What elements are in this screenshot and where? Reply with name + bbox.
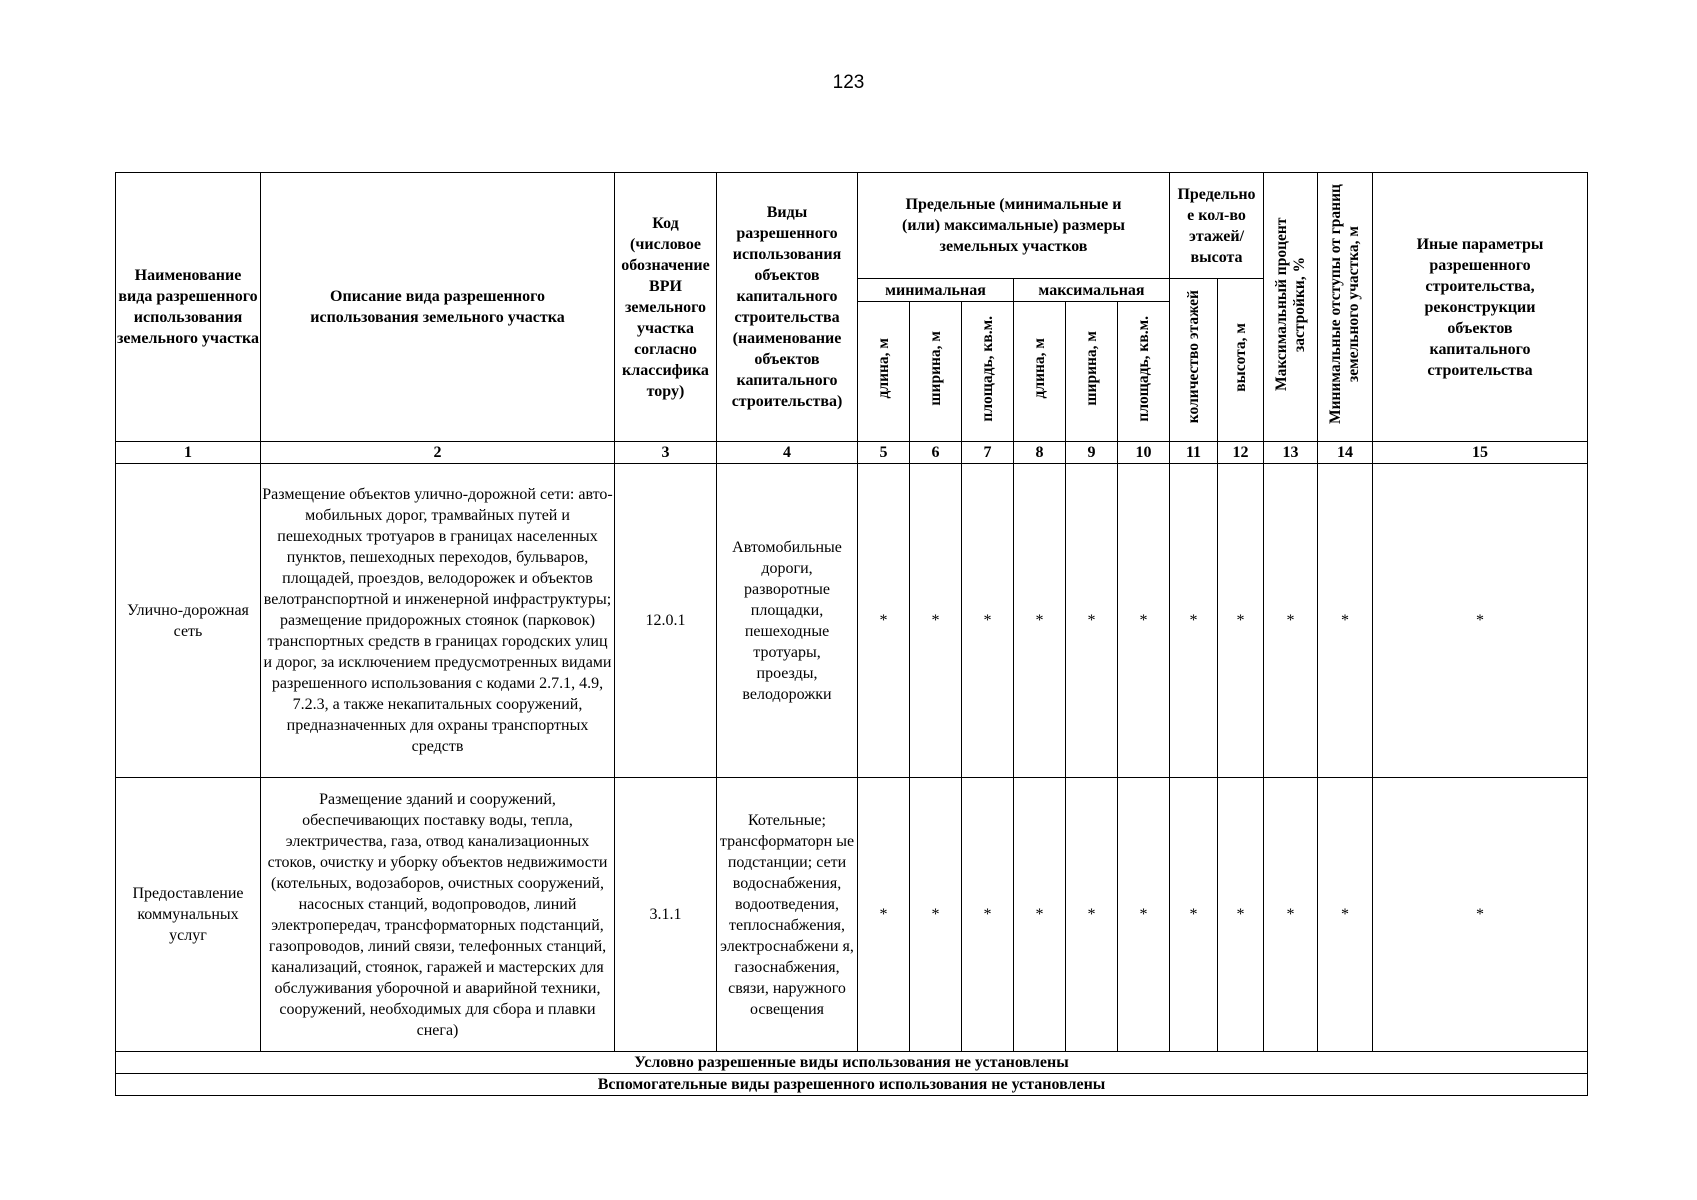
column-number: 5	[858, 442, 910, 464]
column-number: 4	[717, 442, 858, 464]
param-height: *	[1218, 464, 1264, 778]
column-number: 11	[1170, 442, 1218, 464]
column-numbers-row	[116, 442, 1588, 464]
header-other: Иные параметры разрешенного строительства, реконструкции объектов капитального строительства	[1373, 173, 1588, 442]
param-min-setback: *	[1318, 464, 1373, 778]
column-number: 10	[1118, 442, 1170, 464]
column-number: 8	[1014, 442, 1066, 464]
header-min-area-cell	[962, 302, 1014, 442]
param-max-width: *	[1066, 778, 1118, 1052]
column-number: 6	[910, 442, 962, 464]
header-min-width-cell	[910, 302, 962, 442]
param-max-area: *	[1118, 464, 1170, 778]
column-number: 2	[261, 442, 615, 464]
header-plot-sizes: Предельные (минимальные и (или) максимальные) размеры земельных участков	[858, 173, 1170, 279]
column-number: 12	[1218, 442, 1264, 464]
header-max-coverage-cell	[1264, 173, 1318, 442]
table-row	[116, 778, 1588, 1052]
row-name: Улично-дорожная сеть	[116, 464, 261, 778]
param-max-length: *	[1014, 778, 1066, 1052]
header-max-coverage: Максимальный процент застройки, %	[1272, 217, 1308, 391]
column-number: 13	[1264, 442, 1318, 464]
param-min-setback: *	[1318, 778, 1373, 1052]
param-floors: *	[1170, 778, 1218, 1052]
param-min-width: *	[910, 778, 962, 1052]
header-max-length: длина, м	[1030, 338, 1048, 399]
header-max-length-cell	[1014, 302, 1066, 442]
header-min-area: площадь, кв.м.	[978, 315, 996, 422]
param-floors: *	[1170, 464, 1218, 778]
param-other: *	[1373, 778, 1588, 1052]
row-name: Предоставление коммунальных услуг	[116, 778, 261, 1052]
header-min-length-cell	[858, 302, 910, 442]
header-max-width-cell	[1066, 302, 1118, 442]
column-number: 7	[962, 442, 1014, 464]
header-floors-cell	[1170, 279, 1218, 442]
header-height: высота, м	[1231, 322, 1249, 392]
header-max-area-cell	[1118, 302, 1170, 442]
param-min-length: *	[858, 778, 910, 1052]
row-description: Размещение объектов улично-дорожной сети: авто-мобильных дорог, трамвайных путей и пешеходных тротуаров в границах населенных пунктов, пешеходных переходов, бульваров, площадей, проездов, велодорожек и объектов велотранспортной и инженерной инфраструктуры; размещение придорожных стоянок (парковок) транспортных средств в границах городских улиц и дорог, за исключением предусмотренных видами разрешенного использования с кодами 2.7.1, 4.9, 7.2.3, а также некапитальных сооружений, предназначенных для охраны транспортных средств	[261, 464, 615, 778]
header-row-1	[116, 173, 1588, 279]
footer-row-auxiliary	[116, 1074, 1588, 1096]
param-max-coverage: *	[1264, 778, 1318, 1052]
row-objects: Автомобильные дороги, разворотные площадки, пешеходные тротуары, проезды, велодорожки	[717, 464, 858, 778]
row-code: 12.0.1	[615, 464, 717, 778]
header-max-area: площадь, кв.м.	[1134, 315, 1152, 422]
header-description: Описание вида разрешенного использования земельного участка	[261, 173, 615, 442]
column-number: 1	[116, 442, 261, 464]
param-max-length: *	[1014, 464, 1066, 778]
header-floors: количество этажей	[1184, 290, 1202, 424]
param-min-area: *	[962, 778, 1014, 1052]
param-max-area: *	[1118, 778, 1170, 1052]
header-min-width: ширина, м	[926, 331, 944, 406]
header-code: Код (числовое обозначение ВРИ земельного участка согласно классифика тору)	[615, 173, 717, 442]
header-min-setback-cell	[1318, 173, 1373, 442]
header-min-setback: Минимальные отступы от границ земельного участка, м	[1327, 184, 1362, 424]
header-objects: Виды разрешенного использования объектов капитального строительства (наименование объектов капитального строительства)	[717, 173, 858, 442]
header-floors-group: Предельно е кол-во этажей/ высота	[1170, 173, 1264, 279]
param-max-width: *	[1066, 464, 1118, 778]
footer-row-conditional	[116, 1052, 1588, 1074]
param-min-area: *	[962, 464, 1014, 778]
param-height: *	[1218, 778, 1264, 1052]
column-number: 15	[1373, 442, 1588, 464]
param-other: *	[1373, 464, 1588, 778]
param-max-coverage: *	[1264, 464, 1318, 778]
footer-auxiliary: Вспомогательные виды разрешенного использования не установлены	[116, 1074, 1588, 1096]
param-min-width: *	[910, 464, 962, 778]
page-number: 123	[832, 72, 865, 93]
table-row	[116, 464, 1588, 778]
row-description: Размещение зданий и сооружений, обеспечивающих поставку воды, тепла, электричества, газа, отвод канализационных стоков, очистку и уборку объектов недвижимости (котельных, водозаборов, очистных сооружений, насосных станций, водопроводов, линий электропередач, трансформаторных подстанций, газопроводов, линий связи, телефонных станций, канализаций, стоянок, гаражей и мастерских для обслуживания уборочной и аварийной техники, сооружений, необходимых для сбора и плавки снега)	[261, 778, 615, 1052]
row-objects: Котельные; трансформаторн ые подстанции; сети водоснабжения, водоотведения, теплоснабжения, электроснабжени я, газоснабжения, связи, наружного освещения	[717, 778, 858, 1052]
row-code: 3.1.1	[615, 778, 717, 1052]
header-min: минимальная	[858, 279, 1014, 302]
header-max: максимальная	[1014, 279, 1170, 302]
footer-conditional: Условно разрешенные виды использования не установлены	[116, 1052, 1588, 1074]
header-name: Наименование вида разрешенного использования земельного участка	[116, 173, 261, 442]
param-min-length: *	[858, 464, 910, 778]
header-max-width: ширина, м	[1082, 331, 1100, 406]
column-number: 9	[1066, 442, 1118, 464]
column-number: 3	[615, 442, 717, 464]
header-min-length: длина, м	[874, 338, 892, 399]
land-use-table	[115, 172, 1588, 1096]
header-height-cell	[1218, 279, 1264, 442]
column-number: 14	[1318, 442, 1373, 464]
